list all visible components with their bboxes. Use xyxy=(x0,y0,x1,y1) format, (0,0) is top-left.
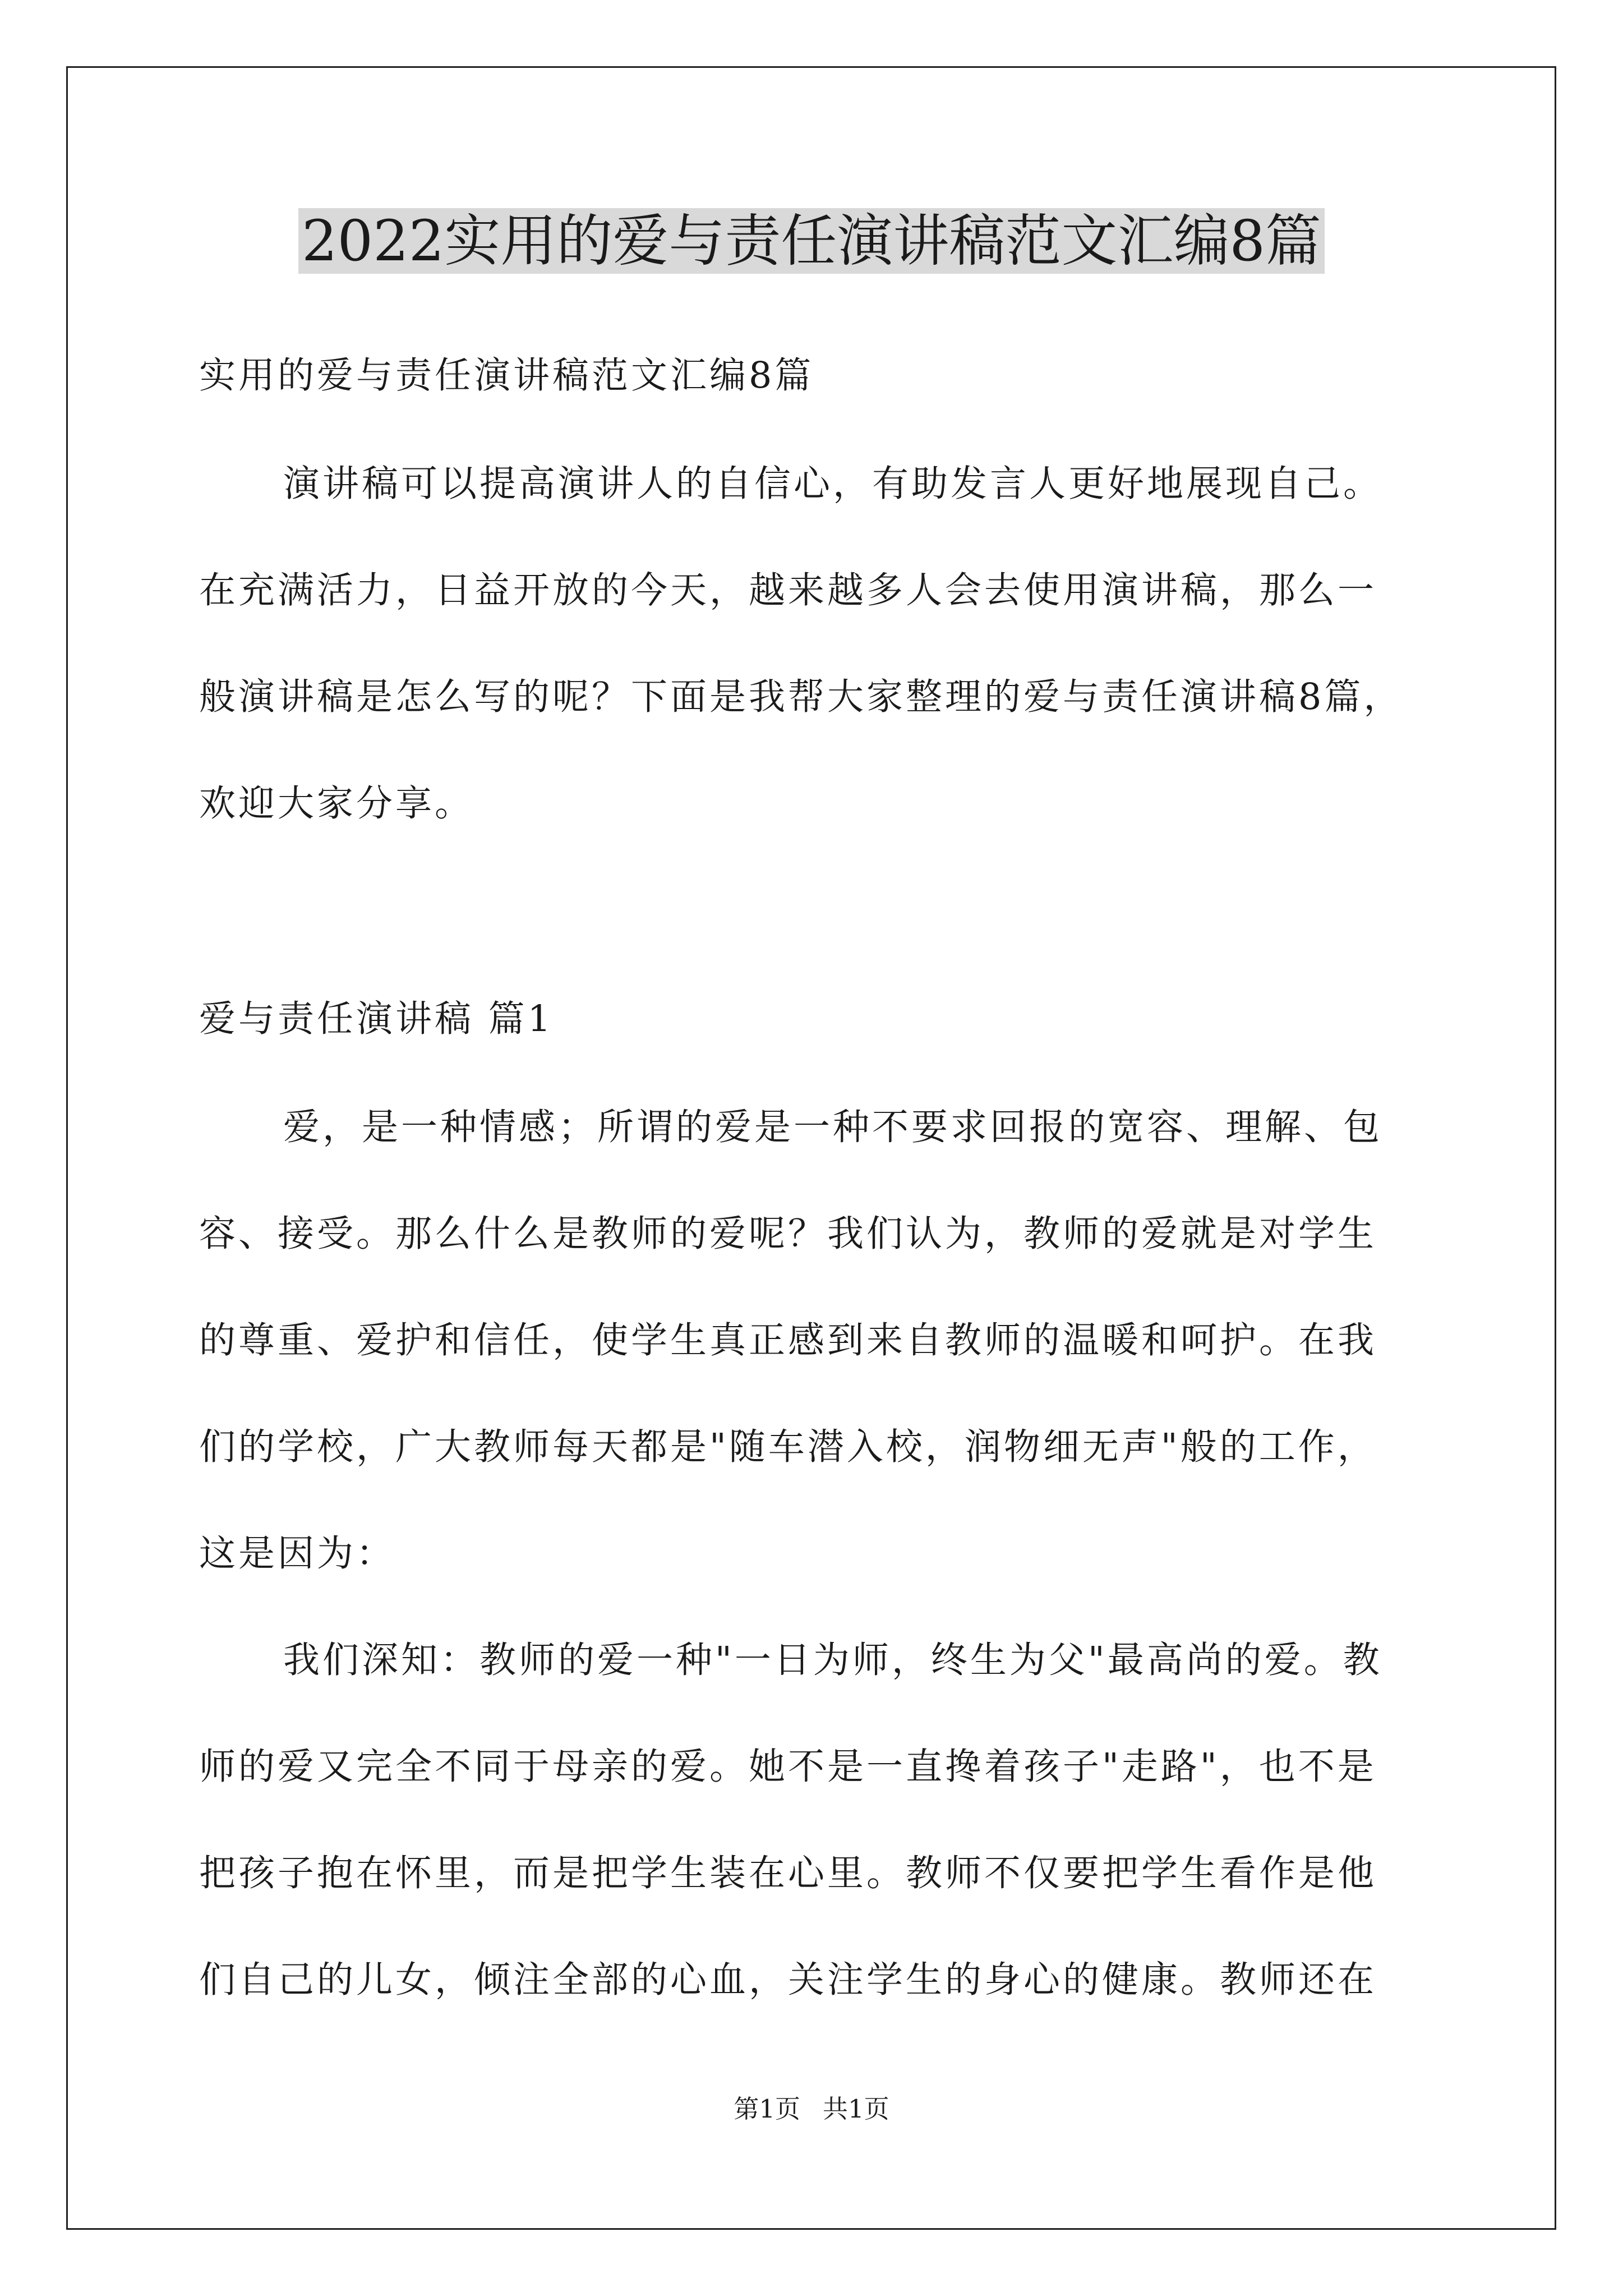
intro-line: 演讲稿可以提高演讲人的自信心，有助发言人更好地展现自己。 xyxy=(283,463,1383,505)
paragraph-line: 把孩子抱在怀里，而是把学生装在心里。教师不仅要把学生看作是他 xyxy=(199,1852,1377,1894)
intro-line: 欢迎大家分享。 xyxy=(199,783,474,825)
paragraph-line: 的尊重、爱护和信任，使学生真正感到来自教师的温暖和呵护。在我 xyxy=(199,1319,1377,1361)
page-footer xyxy=(0,2092,1623,2126)
paragraph-line: 容、接受。那么什么是教师的爱呢？我们认为，教师的爱就是对学生 xyxy=(199,1213,1377,1255)
page-number-current: 第1页 xyxy=(734,2094,800,2124)
paragraph-line: 我们深知：教师的爱一种"一日为师，终生为父"最高尚的爱。教 xyxy=(283,1639,1382,1681)
document-subtitle: 实用的爱与责任演讲稿范文汇编8篇 xyxy=(199,355,814,397)
section-heading: 爱与责任演讲稿 篇1 xyxy=(199,998,554,1040)
paragraph-line: 爱，是一种情感；所谓的爱是一种不要求回报的宽容、理解、包 xyxy=(283,1106,1383,1148)
document-title xyxy=(0,199,1623,283)
paragraph-line: 师的爱又完全不同于母亲的爱。她不是一直搀着孩子"走路"，也不是 xyxy=(199,1746,1377,1788)
paragraph-line: 们自己的儿女，倾注全部的心血，关注学生的身心的健康。教师还在 xyxy=(199,1959,1377,2001)
intro-line: 在充满活力，日益开放的今天，越来越多人会去使用演讲稿，那么一 xyxy=(199,569,1377,611)
paragraph-line: 们的学校，广大教师每天都是"随车潜入校，润物细无声"般的工作， xyxy=(199,1426,1377,1468)
intro-line: 般演讲稿是怎么写的呢？下面是我帮大家整理的爱与责任演讲稿8篇， xyxy=(199,676,1403,718)
paragraph-line: 这是因为： xyxy=(199,1533,396,1575)
document-title-text: 2022实用的爱与责任演讲稿范文汇编8篇 xyxy=(298,208,1325,274)
page-number-total: 共1页 xyxy=(823,2094,889,2124)
